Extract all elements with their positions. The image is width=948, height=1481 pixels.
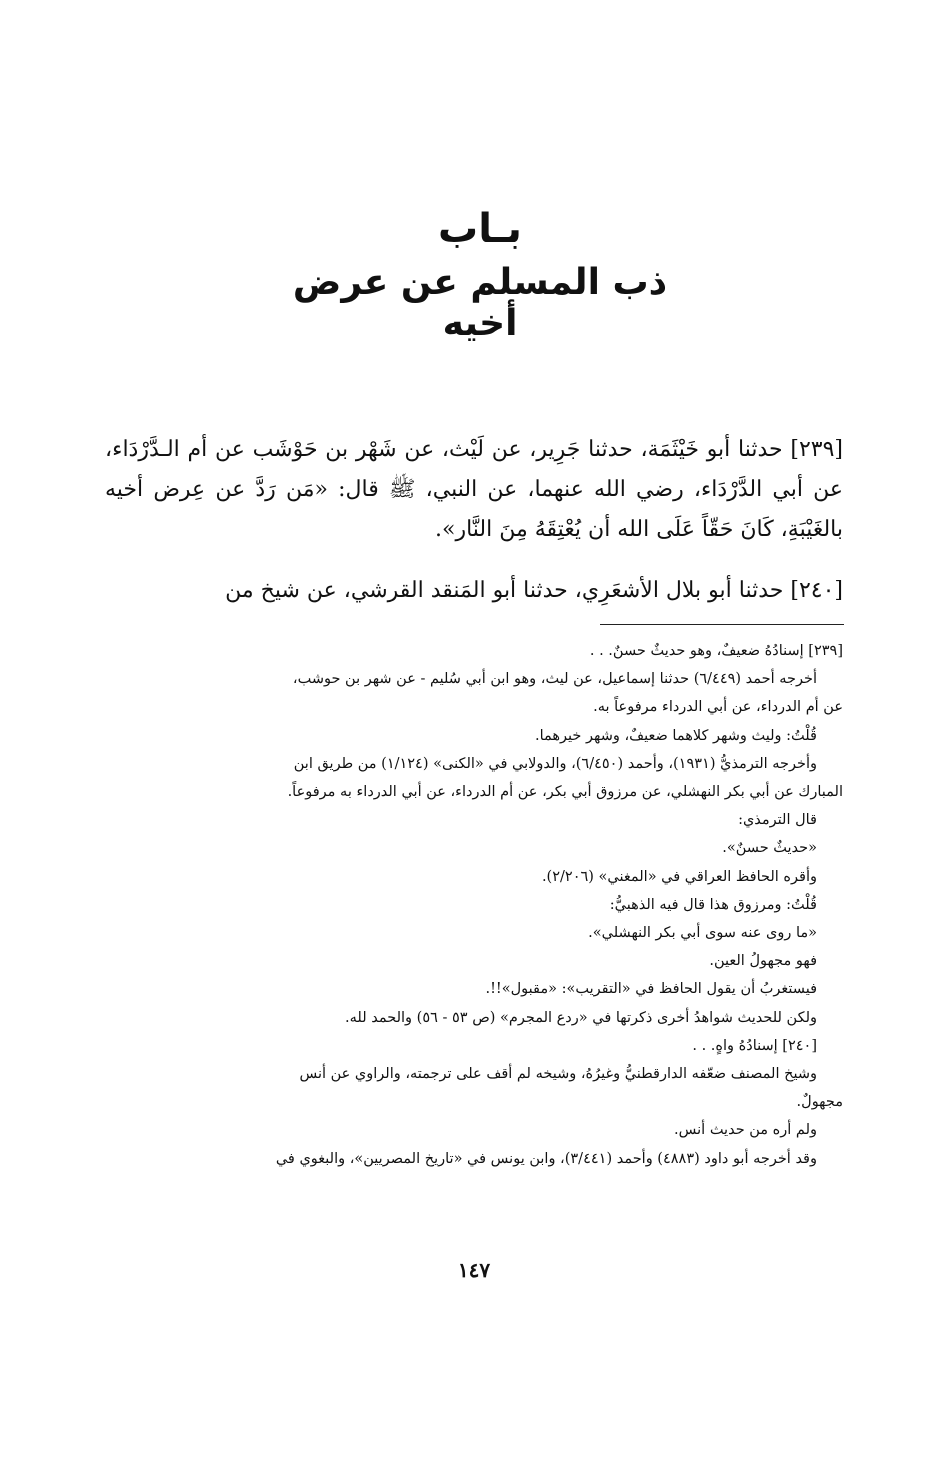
footnote-line: مجهولٌ. xyxy=(796,1094,843,1111)
footnote-line: المبارك عن أبي بكر النهشلي، عن مرزوق أبي بكر، عن أم الدرداء، عن أبي الدرداء به مرفوعاً. xyxy=(287,784,843,801)
footnote-line: [٢٤٠] إسنادُهُ واهٍ. . . xyxy=(692,1037,817,1054)
footnote-line: قُلْتُ: وليث وشهر كلاهما ضعيفٌ، وشهر خيرهما. xyxy=(535,727,817,744)
footnote-line: وأخرجه الترمذيُّ (١٩٣١)، وأحمد (٦/٤٥٠)، والدولابي في «الكنى» (١/١٢٤) من طريق ابن xyxy=(293,755,817,772)
footnote-line: قُلْتُ: ومرزوق هذا قال فيه الذهبيُّ: xyxy=(609,896,817,913)
footnote-line: «ما روى عنه سوى أبي بكر النهشلي». xyxy=(588,925,817,942)
hadith-239: [٢٣٩] حدثنا أبو خَيْثَمَة، حدثنا جَرِير، عن لَيْث، عن شَهْر بن حَوْشَب عن أم الـدَّرْدَاء، عن أبي الدَّرْدَاء، رضي الله عنهما، عن النبي، ﷺ قال: «مَن رَدَّ عن عِرض أخيه بالغَيْبَةِ، كَانَ حَقّاً عَلَى الله أن يُعْتِقَهُ مِنَ النَّار». xyxy=(105,437,843,542)
chapter-heading: بـاب xyxy=(438,206,522,252)
footnote-line: وشيخ المصنف ضعّفه الدارقطنيُّ وغيرُهُ، وشيخه لم أقف على ترجمته، والراوي عن أنس xyxy=(299,1066,817,1083)
footnote-line: وأقره الحافظ العراقي في «المغني» (٢/٢٠٦). xyxy=(541,868,817,885)
footnote-line: قال الترمذي: xyxy=(738,812,817,829)
footnote-line: «حديثٌ حسنٌ». xyxy=(722,840,817,857)
hadith-240: [٢٤٠] حدثنا أبو بلال الأشعَرِي، حدثنا أبو المَنقد القرشي، عن شيخ من xyxy=(225,578,843,603)
footnote-line: فهو مجهولُ العين. xyxy=(709,953,817,970)
page-number: ١٤٧ xyxy=(457,1258,491,1282)
footnote-line: ولم أره من حديث أنس. xyxy=(674,1122,817,1139)
footnote-line: [٢٣٩] إسنادُهُ ضعيفٌ، وهو حديثٌ حسنٌ. . . xyxy=(589,643,843,659)
footnote-line: عن أم الدرداء، عن أبي الدرداء مرفوعاً به. xyxy=(593,699,843,716)
footnotes xyxy=(105,637,843,1173)
chapter-title: ذب المسلم عن عرض أخيه xyxy=(292,262,668,344)
footnote-line: فيستغربُ أن يقول الحافظ في «التقريب»: «مقبول»!!. xyxy=(485,981,817,998)
footnote-line: أخرجه أحمد (٦/٤٤٩) حدثنا إسماعيل، عن ليث، وهو ابن أبي سُليم - عن شهر بن حوشب، xyxy=(292,671,817,688)
footnote-line: ولكن للحديث شواهدُ أخرى ذكرتها في «ردع المجرم» (ص ٥٣ - ٥٦) والحمد لله. xyxy=(345,1009,817,1026)
footnote-divider xyxy=(600,624,844,625)
footnote-line: وقد أخرجه أبو داود (٤٨٨٣) وأحمد (٣/٤٤١)، وابن يونس في «تاريخ المصريين»، والبغوي في xyxy=(275,1150,817,1167)
